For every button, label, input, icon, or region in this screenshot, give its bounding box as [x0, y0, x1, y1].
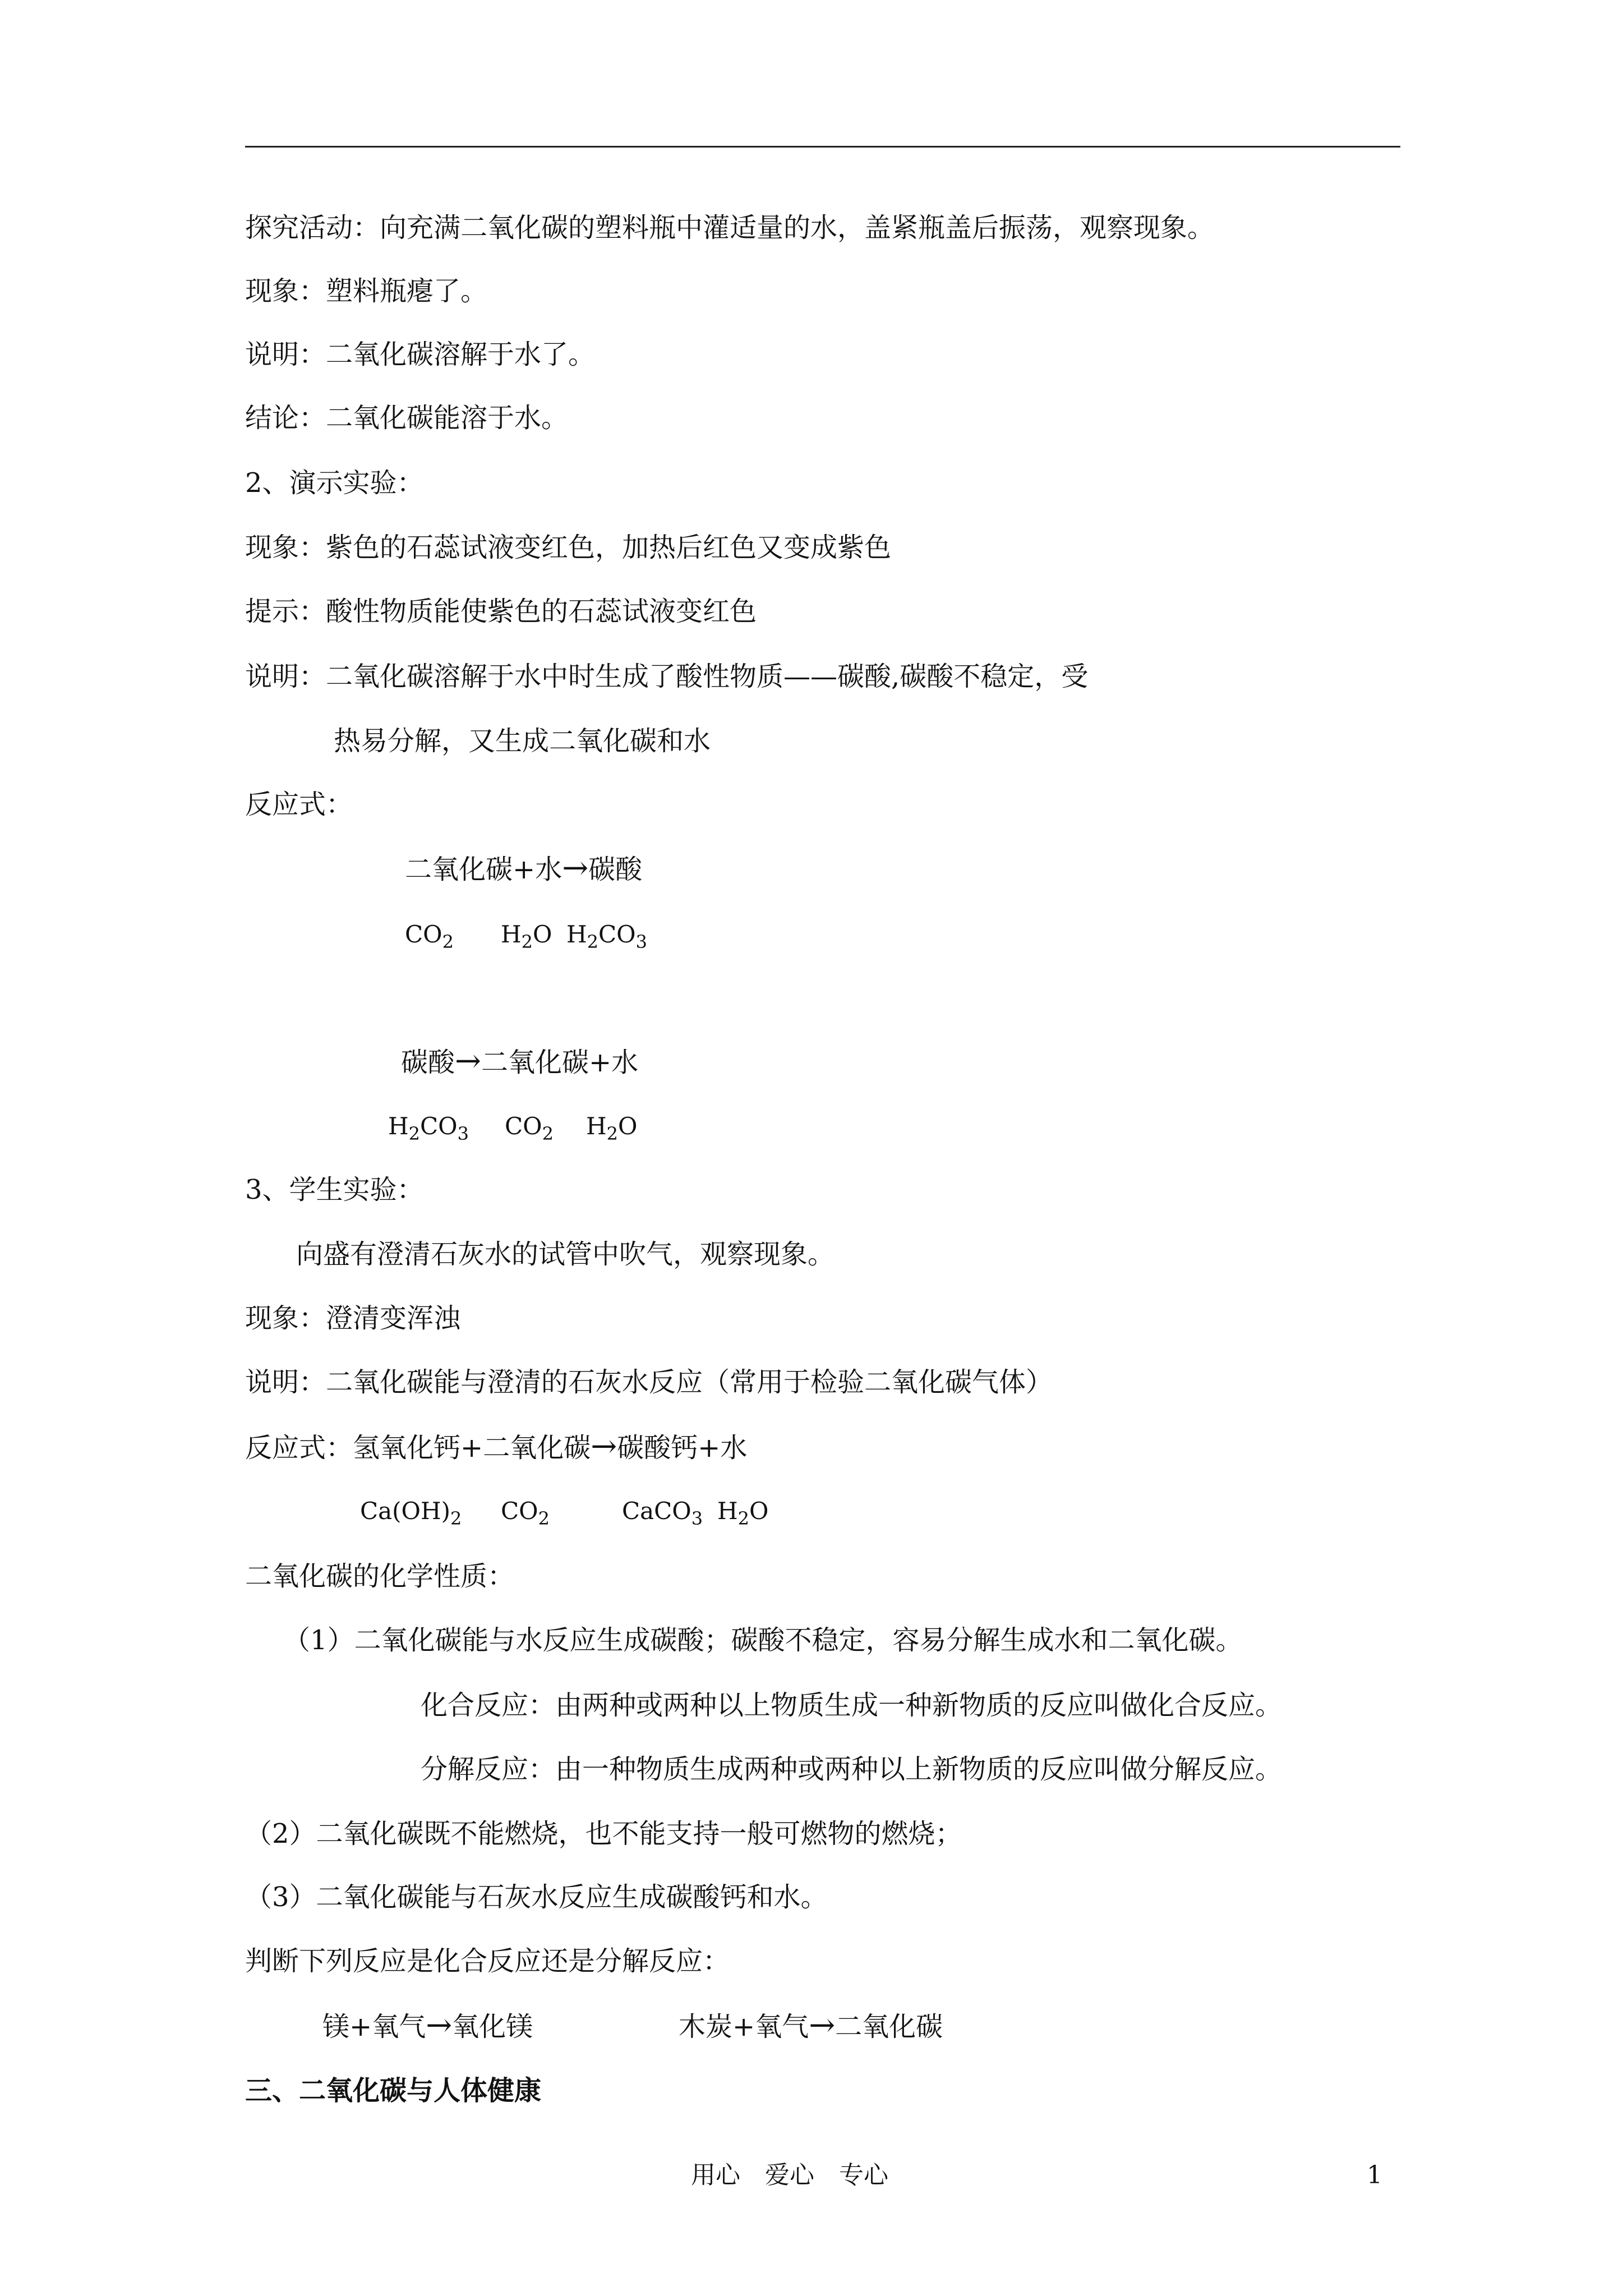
formula-h2co3: $H_2CO_3$: [566, 921, 647, 953]
page-number: 1: [1367, 2161, 1382, 2189]
formula-caoh2: $Ca(OH)_2$: [360, 1497, 462, 1529]
text-line: 说明：二氧化碳溶解于水了。: [245, 339, 596, 370]
word-equation: [679, 2009, 943, 2044]
text-line: 2、演示实验：: [245, 467, 424, 499]
arrow-icon: →: [809, 2007, 836, 2044]
text-line: （3）二氧化碳能与石灰水反应生成碳酸钙和水。: [245, 1881, 828, 1913]
text-line: 化合反应：由两种或两种以上物质生成一种新物质的反应叫做化合反应。: [421, 1690, 1283, 1721]
text-line: 说明：二氧化碳能与澄清的石灰水反应（常用于检验二氧化碳气体）: [245, 1366, 1053, 1398]
word-equation: [322, 2009, 533, 2044]
formula-h2co3: $H_2CO_3$: [388, 1112, 469, 1144]
word-equation: [405, 852, 642, 886]
text-line: 3、学生实验：: [245, 1174, 424, 1205]
text-line: 结论：二氧化碳能溶于水。: [245, 402, 569, 434]
word-equation: [245, 1430, 747, 1465]
text-line: （1）二氧化碳能与水反应生成碳酸；碳酸不稳定，容易分解生成水和二氧化碳。: [283, 1625, 1243, 1656]
eq-right: 二氧化碳+水: [481, 1047, 639, 1078]
formula-co2: $CO_2$: [501, 1497, 550, 1529]
text-line: 二氧化碳的化学性质：: [245, 1561, 515, 1592]
formula-h2o: $H_2O$: [501, 921, 552, 953]
word-equation: [401, 1045, 638, 1079]
text-line: 反应式：: [245, 789, 353, 820]
eq-prefix: 反应式：: [245, 1432, 353, 1464]
formula-h2o: $H_2O$: [586, 1112, 638, 1144]
eq-left: 碳酸: [401, 1047, 455, 1078]
eq-right: 碳酸: [588, 854, 643, 885]
eq-left: 氢氧化钙+二氧化碳: [353, 1432, 591, 1464]
text-line: 说明：二氧化碳溶解于水中时生成了酸性物质——碳酸,碳酸不稳定，受: [245, 661, 1089, 692]
eq-left: 木炭+氧气: [679, 2011, 809, 2042]
footer-motto: 用心 爱心 专心: [691, 2161, 888, 2189]
text-line: 探究活动：向充满二氧化碳的塑料瓶中灌适量的水，盖紧瓶盖后振荡，观察现象。: [245, 212, 1215, 243]
text-line: 现象：塑料瓶瘪了。: [245, 275, 488, 307]
formula-caco3: CaCO$_3$: [622, 1497, 703, 1529]
eq-right: 碳酸钙+水: [617, 1432, 748, 1464]
text-line: 向盛有澄清石灰水的试管中吹气，观察现象。: [296, 1239, 835, 1270]
eq-left: 二氧化碳+水: [405, 854, 562, 885]
arrow-icon: →: [591, 1428, 617, 1465]
text-line: 现象：紫色的石蕊试液变红色，加热后红色又变成紫色: [245, 532, 892, 563]
text-line: 热易分解，又生成二氧化碳和水: [334, 725, 711, 757]
text-line: 判断下列反应是化合反应还是分解反应：: [245, 1945, 730, 1977]
text-line: 提示：酸性物质能使紫色的石蕊试液变红色: [245, 596, 757, 627]
formula-co2: $CO_2$: [405, 921, 454, 953]
arrow-icon: →: [455, 1043, 481, 1079]
text-line: 分解反应：由一种物质生成两种或两种以上新物质的反应叫做分解反应。: [421, 1754, 1283, 1785]
eq-right: 氧化镁: [452, 2011, 533, 2042]
eq-left: 镁+氧气: [322, 2011, 426, 2042]
formula-co2: $CO_2$: [505, 1112, 554, 1144]
arrow-icon: →: [426, 2007, 453, 2044]
header-rule: [245, 146, 1400, 148]
eq-right: 二氧化碳: [835, 2011, 943, 2042]
section-heading: 三、二氧化碳与人体健康: [245, 2075, 542, 2106]
text-line: 现象：澄清变浑浊: [245, 1303, 461, 1334]
text-line: （2）二氧化碳既不能燃烧，也不能支持一般可燃物的燃烧；: [245, 1818, 962, 1849]
formula-h2o: $H_2O$: [717, 1497, 769, 1529]
arrow-icon: →: [562, 850, 589, 886]
